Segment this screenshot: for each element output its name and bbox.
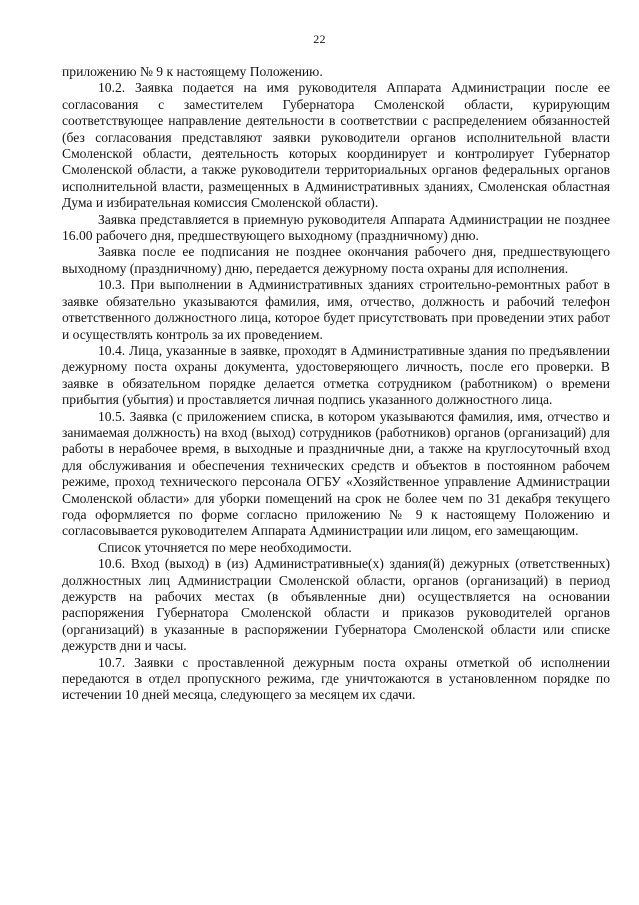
- paragraph-10-5-list-note: Список уточняется по мере необходимости.: [98, 539, 352, 555]
- paragraph-10-6: 10.6. Вход (выход) в (из) Административные(х) здания(й) дежурных (ответственных) должностных лиц Администрации Смоленской области, органов (организаций) в период дежурств на рабочих местах (в объявленные дни) осуществляется на основании распоряжения Губернатора Смоленской области и приказов руководителей органов (организаций) в указанные в распоряжении Губернатора Смоленской области или списке дежурств дни и часы.: [62, 556, 610, 654]
- paragraph-10-4: 10.4. Лица, указанные в заявке, проходят в Административные здания по предъявлении дежурному поста охраны документа, удостоверяющего личность, после его проверки. В заявке в обязательном порядке делается отметка сотрудником (работником) о времени прибытия (убытия) и проставляется личная подпись указанного должностного лица.: [62, 342, 610, 408]
- paragraph-10-3: 10.3. При выполнении в Административных зданиях строительно-ремонтных работ в заявке обязательно указываются фамилия, имя, отчество, должность и рабочий телефон ответственного должностного лица, которое будет присутствовать при проведении этих работ и осуществлять контроль за их проведением.: [62, 277, 610, 342]
- paragraph-10-2-transfer: Заявка после ее подписания не позднее окончания рабочего дня, предшествующего выходному (праздничному) дню, передается дежурному поста охраны для исполнения.: [62, 244, 610, 276]
- paragraph-10-5: 10.5. Заявка (с приложением списка, в котором указываются фамилия, имя, отчество и занимаемая должность) на вход (выход) сотрудников (работников) органов (организаций) для работы в нерабочее время, в выходные и праздничные дни, а также на круглосуточный вход для обслуживания и обеспечения технических средств и объектов в постоянном рабочем режиме, проход технического персонала ОГБУ «Хозяйственное управление Администрации Смоленской области» для уборки помещений на срок не более чем по 31 декабря текущего года оформляется по форме согласно приложению № 9 к настоящему Положению и согласовывается руководителем Аппарата Администрации или лицом, его замещающим.: [62, 408, 610, 539]
- paragraph-10-2: 10.2. Заявка подается на имя руководителя Аппарата Администрации после ее согласования с заместителем Губернатора Смоленской области, курирующим соответствующее направление деятельности в соответствии с распределением обязанностей (без согласования представляют заявки руководители органов исполнительной власти Смоленской области, деятельность которых координирует и контролирует Губернатор Смоленской области, а также руководители территориальных органов федеральных органов исполнительной власти, размещенных в Административных зданиях, Смоленская областная Дума и избирательная комиссия Смоленской области).: [62, 80, 610, 211]
- page-number: 22: [313, 32, 326, 46]
- document-body: [62, 64, 610, 704]
- paragraph-10-7: 10.7. Заявки с проставленной дежурным поста охраны отметкой об исполнении передаются в отдел пропускного режима, где уничтожаются в установленном порядке по истечении 10 дней месяца, следующего за месяцем их сдачи.: [62, 654, 610, 703]
- paragraph-10-2-deadline: Заявка представляется в приемную руководителя Аппарата Администрации не позднее 16.00 рабочего дня, предшествующего выходному (праздничному) дню.: [62, 211, 610, 244]
- paragraph-continuation: приложению № 9 к настоящему Положению.: [62, 64, 323, 79]
